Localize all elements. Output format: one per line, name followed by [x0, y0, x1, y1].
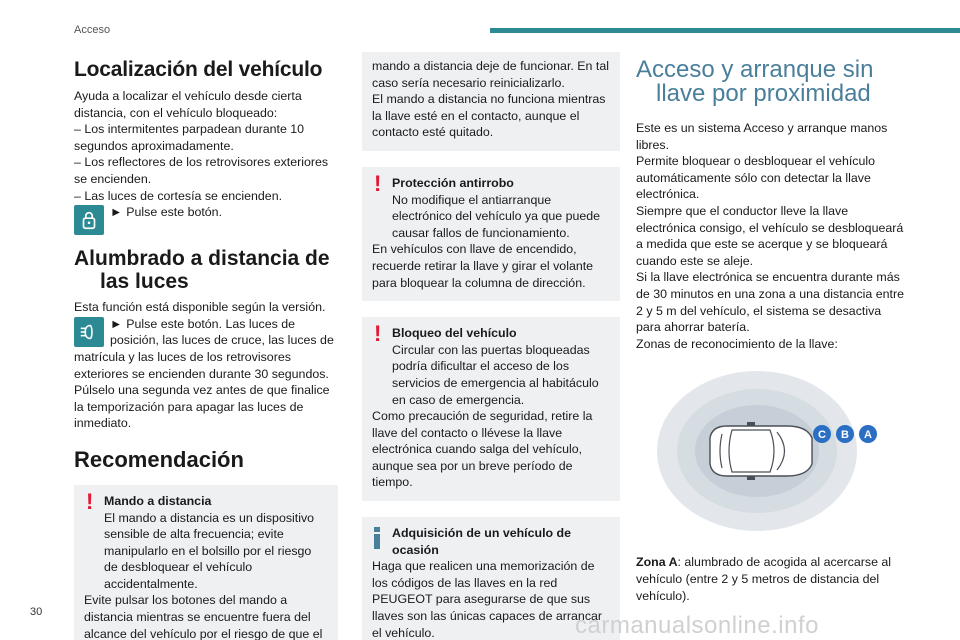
key-zones-diagram: [652, 366, 882, 536]
alumbrado-action: [74, 316, 338, 382]
section-title-alumbrado: [74, 247, 338, 293]
column-2: [362, 52, 620, 640]
note-title: Adquisición de un vehículo de ocasión: [392, 526, 571, 557]
localizacion-action-text: Pulse este botón.: [126, 205, 223, 220]
zona-a-label: Zona A: [636, 555, 678, 570]
note-title: Mando a distancia: [104, 493, 212, 508]
zona-a-description: [636, 554, 908, 604]
info-icon: [374, 527, 378, 554]
note-title: Bloqueo del vehículo: [392, 326, 517, 341]
alumbrado-title-line-1: Alumbrado a distancia de: [74, 247, 330, 271]
zone-a-label: A: [864, 429, 872, 442]
warning-icon: !: [86, 488, 94, 514]
zona-a-text: : alumbrado de acogida al acercarse al vehículo (entre 2 y 5 metros de distancia del vehículo).: [636, 555, 892, 603]
arrow-icon: ►: [110, 316, 123, 331]
alumbrado-action-text: Pulse este botón. Las luces de posición, las luces de cruce, las luces de matrícula y las luces de los retrovisores exteriores se encienden durante 30 segundos.: [74, 316, 334, 381]
lock-icon: [74, 205, 104, 235]
arrow-icon: ►: [110, 205, 123, 220]
page-number: 30: [30, 606, 43, 618]
acceso-text-3: Siempre que el conductor lleve la llave electrónica consigo, el vehículo se desbloqueará a medida que este se acerque y se bloqueará cuando este se aleje.: [636, 203, 904, 268]
localizacion-item-3: – Las luces de cortesía se encienden.: [74, 188, 283, 203]
note-title: Protección antirrobo: [392, 175, 514, 190]
note-mando-distancia: [74, 485, 338, 640]
note-continued-text-2: El mando a distancia no funciona mientras la llave esté en el contacto, aunque el contacto esté quitado.: [372, 92, 606, 140]
note-body: Haga que realicen una memorización de los códigos de las llaves en la red PEUGEOT para asegurarse de que sus llaves son las únicas capaces de arrancar el vehículo.: [372, 559, 603, 640]
header-accent-bar: [490, 28, 960, 33]
acceso-text-1: Este es un sistema Acceso y arranque manos libres.: [636, 121, 888, 152]
key-zones-svg: [652, 366, 882, 536]
localizacion-action: [74, 204, 338, 235]
note-continued-text: mando a distancia deje de funcionar. En tal caso sería necesario reinicializarlo.: [372, 59, 609, 90]
acceso-title-line-1: Acceso y arranque sin: [636, 56, 874, 83]
alumbrado-title-line-2: las luces: [100, 270, 189, 294]
column-1: [74, 52, 338, 640]
note-antirrobo: [362, 167, 620, 301]
localizacion-intro: Ayuda a localizar el vehículo desde cierta distancia, con el vehículo bloqueado:: [74, 89, 302, 120]
note-mando-continued: [362, 52, 620, 151]
note-body: El mando a distancia es un dispositivo sensible de alta frecuencia; evite manipularlo en el bolsillo por el riesgo de desbloquear el vehículo accidentalmente.: [104, 510, 315, 591]
section-title-localizacion: Localización del vehículo: [74, 58, 323, 81]
column-3: [636, 52, 908, 604]
alumbrado-intro: Esta función está disponible según la versión.: [74, 300, 326, 315]
note-body-2: En vehículos con llave de encendido, recuerde retirar la llave y girar el volante para bloquear la columna de dirección.: [372, 242, 594, 290]
note-bloqueo: [362, 317, 620, 501]
note-body: No modifique el antiarranque electrónico del vehículo ya que puede causar fallos de funcionamiento.: [392, 192, 601, 240]
acceso-text-2: Permite bloquear o desbloquear el vehículo automáticamente sólo con detectar la llave electrónica.: [636, 154, 876, 202]
acceso-title-line-2: llave por proximidad: [656, 80, 871, 107]
acceso-text-5: Zonas de reconocimiento de la llave:: [636, 336, 838, 351]
headlight-icon: [74, 317, 104, 347]
note-body-2: Como precaución de seguridad, retire la llave del contacto o llévese la llave electrónica cuando salga del vehículo, aunque sea por un breve período de tiempo.: [372, 409, 593, 490]
acceso-text-4: Si la llave electrónica se encuentra durante más de 30 minutos en una zona a una distancia entre 2 y 5 m del vehículo, el sistema se desactiva para ahorrar batería.: [636, 270, 904, 335]
warning-icon: !: [374, 321, 382, 347]
section-title-acceso-arranque: [636, 58, 908, 106]
note-body-2: Evite pulsar los botones del mando a distancia mientras se encuentre fuera del alcance del vehículo por el riesgo de que el: [84, 593, 323, 640]
zone-c-label: C: [818, 429, 826, 442]
localizacion-item-2: – Los reflectores de los retrovisores exteriores se encienden.: [74, 155, 329, 186]
localizacion-item-1: – Los intermitentes parpadean durante 10 segundos aproximadamente.: [74, 122, 305, 153]
zone-b-label: B: [841, 429, 849, 442]
warning-icon: !: [374, 170, 382, 196]
note-body: Circular con las puertas bloqueadas podría dificultar el acceso de los servicios de emergencia al habitáculo en caso de emergencia.: [392, 342, 599, 407]
watermark: carmanualsonline.info: [575, 612, 819, 639]
car-top-view-icon: [710, 422, 812, 480]
section-title-recomendacion: Recomendación: [74, 446, 244, 472]
alumbrado-text-2: Púlselo una segunda vez antes de que finalice la temporización para apagar las luces de inmediato.: [74, 383, 330, 431]
header-section-label: Acceso: [74, 24, 111, 36]
